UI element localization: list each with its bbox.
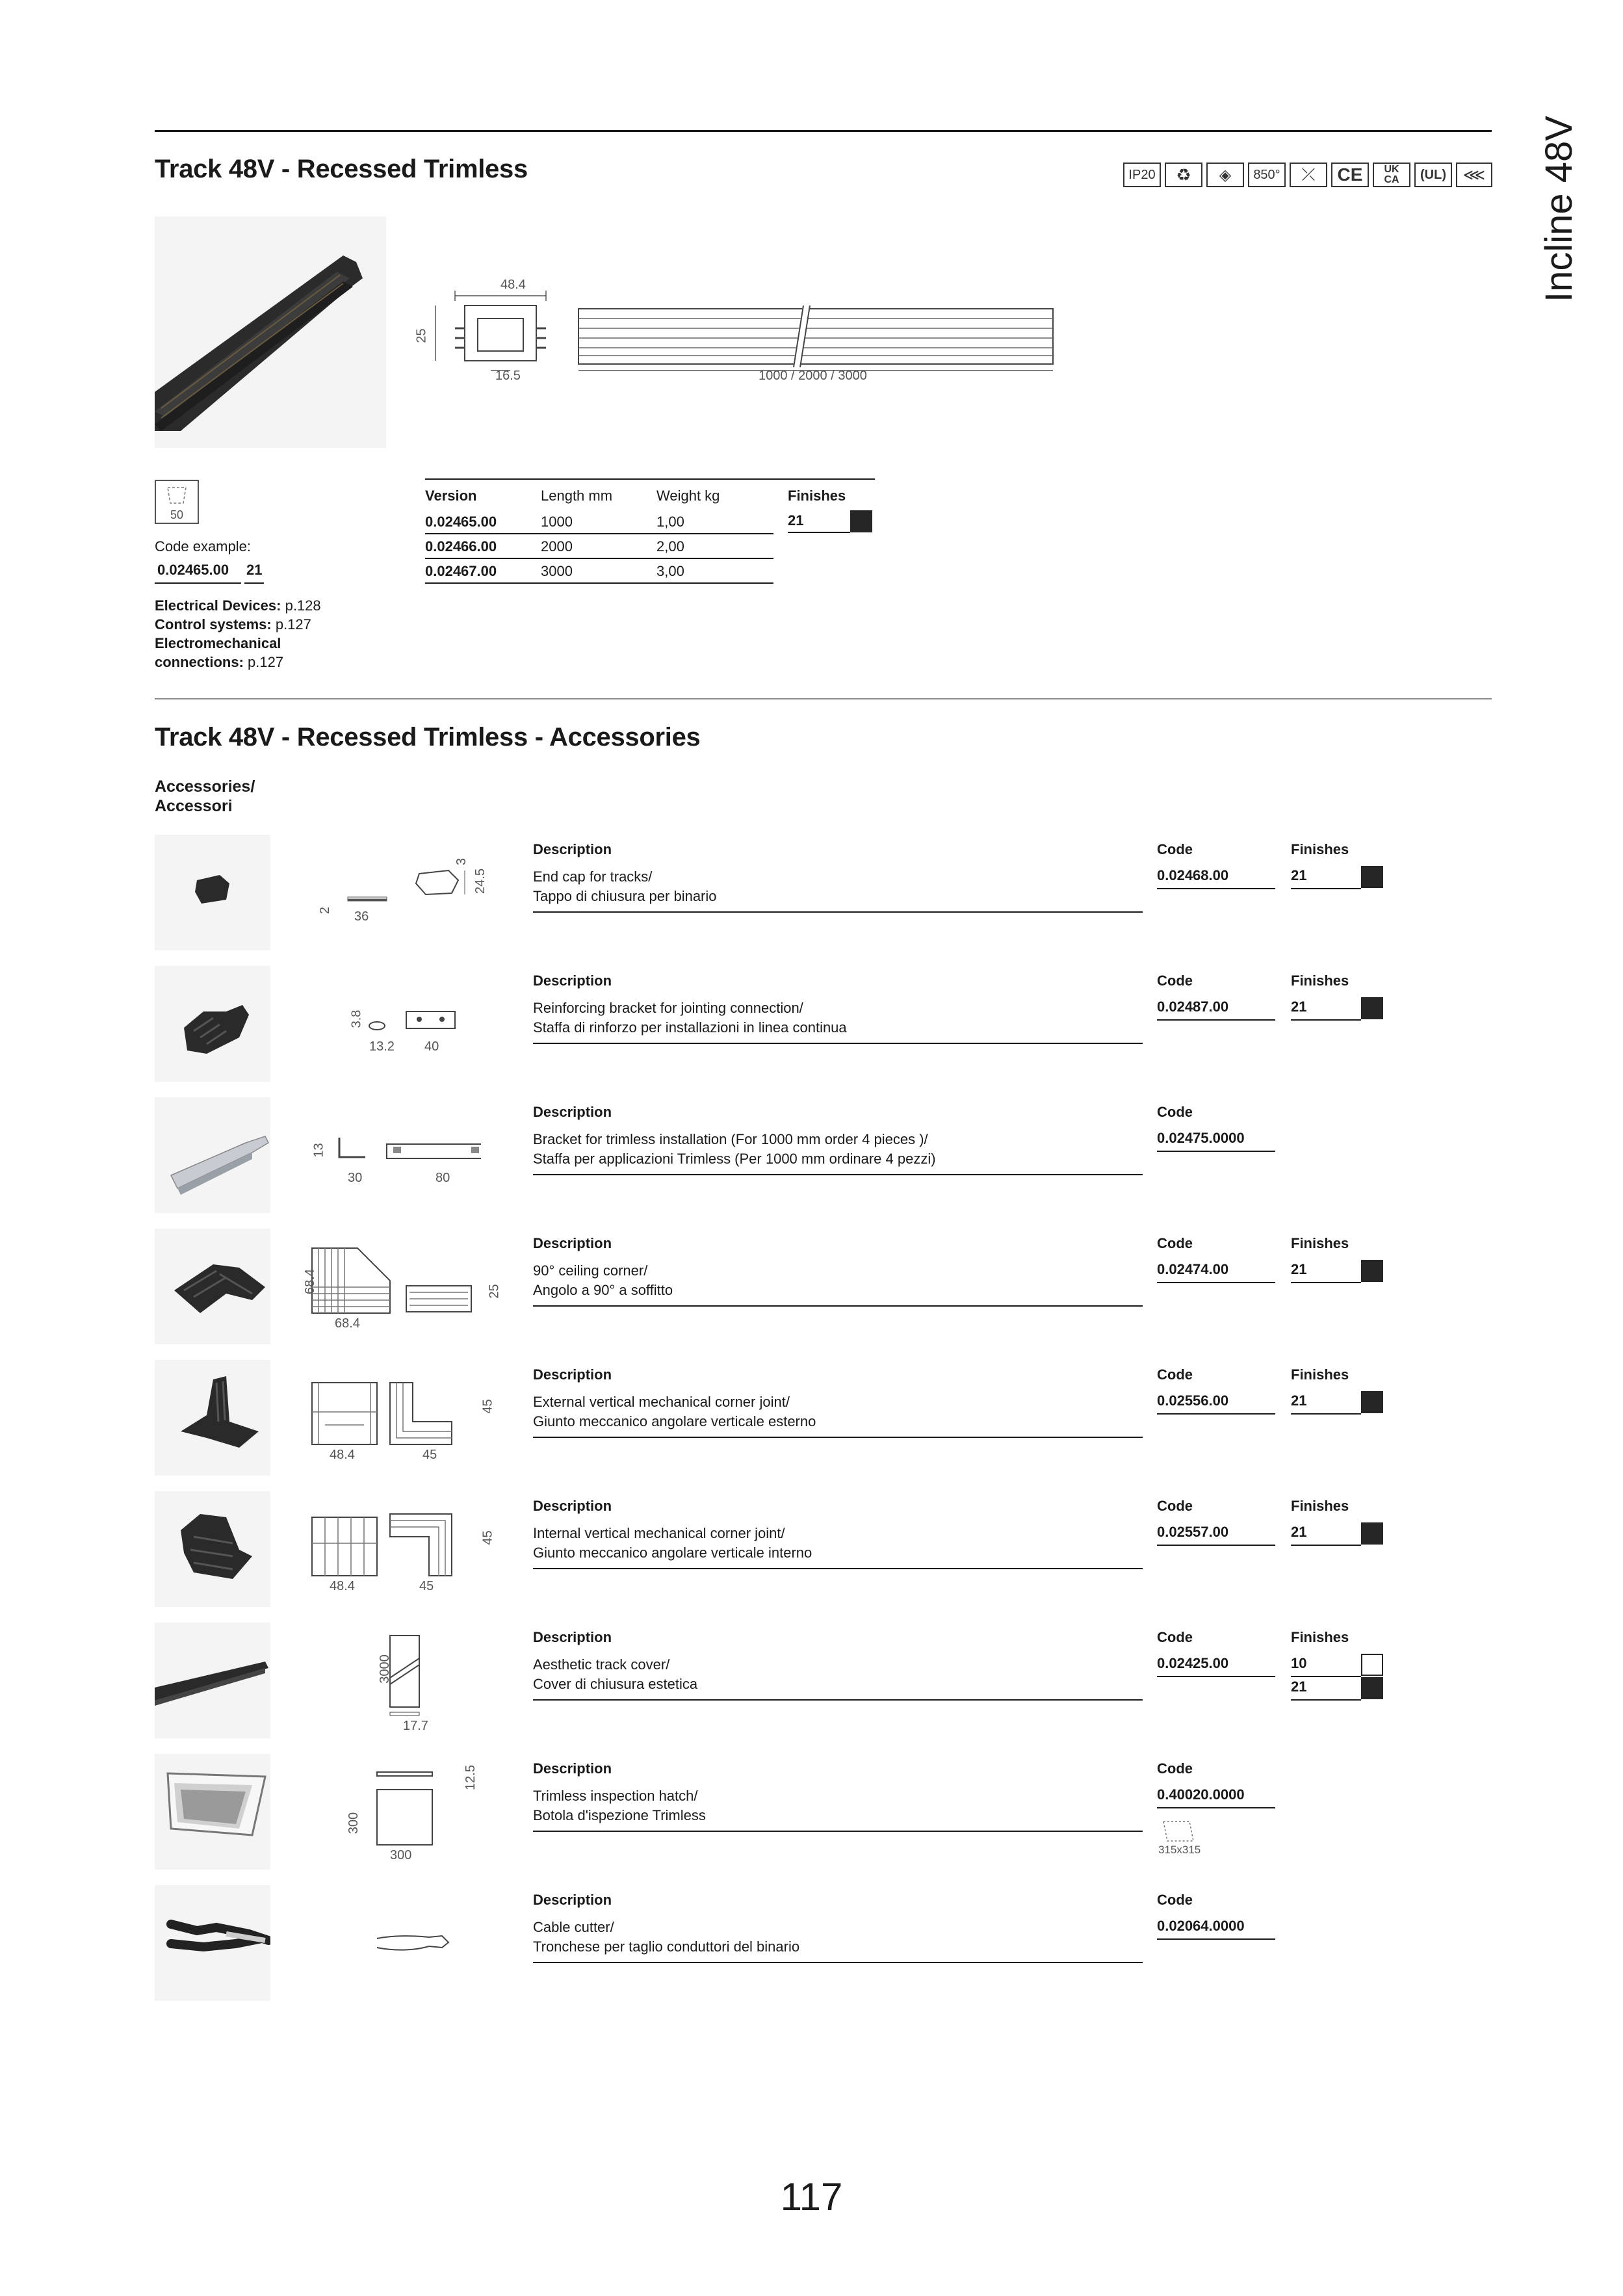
- description-label: Description: [533, 1104, 612, 1120]
- accessory-row: [0, 835, 1623, 952]
- code-value: 0.40020.0000: [1157, 1786, 1245, 1803]
- description-label: Description: [533, 1366, 612, 1383]
- dimension-label: 80: [435, 1171, 450, 1185]
- description-text-it: Botola d'ispezione Trimless: [533, 1807, 706, 1823]
- description-text-it: Tappo di chiusura per binario: [533, 888, 717, 904]
- code-underline: [1157, 888, 1275, 889]
- table-row: [425, 510, 773, 534]
- dimension-label: 48.4: [330, 1579, 355, 1593]
- accessory-row: [0, 1360, 1623, 1477]
- mid-rule: [155, 698, 1492, 699]
- ukca-icon: UK CA: [1373, 163, 1410, 187]
- accessory-row: [0, 1623, 1623, 1740]
- dim-height: 25: [414, 328, 429, 343]
- code-value: 0.02064.0000: [1157, 1918, 1245, 1934]
- finish-underline: [1291, 1699, 1361, 1701]
- no-insulation-icon: ⋘: [1456, 163, 1492, 187]
- hatch-size-icon: [1158, 1818, 1197, 1844]
- code-value: 0.02556.00: [1157, 1392, 1229, 1409]
- description-text-en: Bracket for trimless installation (For 1000 mm order 4 pieces )/: [533, 1131, 928, 1147]
- accessory-drawing: [286, 1366, 520, 1477]
- finish-underline: [788, 532, 850, 533]
- ref-control-value: p.127: [271, 616, 311, 633]
- description-label: Description: [533, 1892, 612, 1908]
- accessory-drawing: [286, 1498, 520, 1608]
- dimension-label: 45: [480, 1530, 495, 1545]
- finish-code: 21: [1291, 998, 1307, 1015]
- description-text-en: External vertical mechanical corner joint/: [533, 1394, 790, 1410]
- ip20-icon: [1123, 163, 1161, 187]
- finishes-label: Finishes: [1291, 1366, 1349, 1383]
- finishes-label: Finishes: [1291, 1629, 1349, 1645]
- description-text-en: Reinforcing bracket for jointing connection/: [533, 1000, 803, 1016]
- dimension-label: 68.4: [302, 1269, 317, 1294]
- dimension-label: 25: [487, 1284, 502, 1299]
- col-weight: Weight kg: [656, 488, 720, 504]
- accessory-drawing: [286, 1104, 520, 1214]
- ip20-label: IP20: [1128, 167, 1156, 182]
- accessory-photo: [155, 966, 270, 1082]
- accessory-photo: [155, 1229, 270, 1344]
- mounting-icon-value: 50: [170, 508, 184, 521]
- row-length: 1000: [541, 510, 656, 534]
- accessory-row: [0, 1097, 1623, 1214]
- finish-code: 21: [1291, 1524, 1307, 1540]
- description-text-it: Tronchese per taglio conduttori del binario: [533, 1938, 800, 1955]
- code-underline: [1157, 1151, 1275, 1152]
- description-text-it: Staffa per applicazioni Trimless (Per 1000 mm ordinare 4 pezzi): [533, 1151, 936, 1167]
- finishes-label: Finishes: [1291, 1498, 1349, 1514]
- top-rule: [155, 130, 1492, 132]
- ref-control-label: Control systems:: [155, 616, 272, 633]
- driver-icon: ◈: [1206, 163, 1244, 187]
- accessories-subtitle-line1: Accessories/: [155, 777, 255, 796]
- accessory-row: [0, 1885, 1623, 2002]
- code-example-finish-underline: [244, 582, 264, 584]
- code-example-code: 0.02465.00: [157, 562, 229, 578]
- accessory-photo: [155, 835, 270, 950]
- code-label: Code: [1157, 1498, 1193, 1514]
- code-underline: [1157, 1019, 1275, 1021]
- ce-icon: CE: [1331, 163, 1369, 187]
- temp-850-label: 850°: [1253, 167, 1280, 182]
- dim-width: 48.4: [500, 278, 526, 292]
- description-underline: [533, 1962, 1143, 1963]
- dimension-label: 3: [454, 857, 469, 866]
- temp-850-icon: [1248, 163, 1286, 187]
- accessory-drawing: [286, 1629, 520, 1740]
- description-text-en: 90° ceiling corner/: [533, 1262, 648, 1279]
- code-value: 0.02487.00: [1157, 998, 1229, 1015]
- finish-underline: [1291, 1282, 1361, 1283]
- finish-code: 10: [1291, 1655, 1307, 1671]
- dimension-label: 45: [480, 1399, 495, 1414]
- dimension-label: 48.4: [330, 1448, 355, 1462]
- dimension-label: 68.4: [335, 1316, 360, 1331]
- page-number: 117: [780, 2175, 843, 2219]
- finish-swatch-black: [1361, 1260, 1383, 1282]
- description-underline: [533, 1699, 1143, 1701]
- dimension-label: 45: [422, 1448, 437, 1462]
- accessory-drawing: [286, 1235, 520, 1346]
- code-example-finish: 21: [246, 562, 263, 578]
- description-label: Description: [533, 841, 612, 857]
- accessories-subtitle: [155, 777, 255, 816]
- hatch-size-note: 315x315: [1158, 1844, 1201, 1856]
- section1-title: Track 48V - Recessed Trimless: [155, 155, 528, 183]
- row-length: 2000: [541, 534, 656, 558]
- code-example-label: Code example:: [155, 538, 251, 554]
- code-example-underline: [155, 582, 241, 584]
- dim-lengths: 1000 / 2000 / 3000: [759, 369, 867, 383]
- finish-code: 21: [1291, 867, 1307, 883]
- finish-swatch-black: [1361, 1522, 1383, 1545]
- description-label: Description: [533, 1498, 612, 1514]
- finishes-label: Finishes: [1291, 972, 1349, 989]
- ref-electromechanical-label: Electromechanical connections:: [155, 635, 281, 670]
- finish-swatch-black: [1361, 997, 1383, 1019]
- table-top-rule: [425, 478, 875, 480]
- code-label: Code: [1157, 1366, 1193, 1383]
- accessory-drawing: [286, 1892, 520, 2002]
- dimension-label: 12.5: [463, 1765, 478, 1790]
- recycle-icon: ♻: [1165, 163, 1202, 187]
- finish-swatch-white: [1361, 1654, 1383, 1676]
- dimension-label: 36: [354, 909, 369, 924]
- description-label: Description: [533, 1629, 612, 1645]
- finish-underline: [1291, 1019, 1361, 1021]
- ref-electromechanical: [155, 634, 324, 672]
- finish-underline: [1291, 1413, 1361, 1415]
- finish-code: 21: [788, 512, 804, 528]
- description-underline: [533, 1831, 1143, 1832]
- dimension-label: 30: [348, 1171, 363, 1185]
- row-weight: 3,00: [656, 558, 773, 583]
- description-text-it: Cover di chiusura estetica: [533, 1676, 698, 1692]
- dimension-label: 24.5: [473, 868, 487, 894]
- dimension-label: 17.7: [403, 1719, 428, 1733]
- dimension-label: 300: [390, 1848, 412, 1862]
- finish-code: 21: [1291, 1392, 1307, 1409]
- description-label: Description: [533, 1235, 612, 1251]
- code-label: Code: [1157, 972, 1193, 989]
- finish-swatch-black: [1361, 866, 1383, 888]
- accessory-photo: [155, 1097, 270, 1213]
- version-table-grid: [425, 484, 773, 584]
- accessory-photo: [155, 1623, 270, 1738]
- no-cover-icon: ⤫: [1290, 163, 1327, 187]
- description-underline: [533, 1305, 1143, 1307]
- accessory-drawing: [286, 841, 520, 952]
- code-value: 0.02425.00: [1157, 1655, 1229, 1671]
- finish-code: 21: [1291, 1261, 1307, 1277]
- version-table: [425, 484, 773, 584]
- dimension-label: 2: [318, 906, 333, 915]
- ref-electrical: [155, 596, 350, 615]
- accessory-drawing: [286, 1760, 520, 1871]
- accessory-photo: [155, 1360, 270, 1476]
- code-label: Code: [1157, 1235, 1193, 1251]
- code-label: Code: [1157, 1760, 1193, 1777]
- code-label: Code: [1157, 841, 1193, 857]
- code-value: 0.02474.00: [1157, 1261, 1229, 1277]
- accessory-photo: [155, 1885, 270, 2001]
- description-underline: [533, 1568, 1143, 1569]
- table-row: [425, 558, 773, 583]
- references: [155, 596, 350, 672]
- description-underline: [533, 1437, 1143, 1438]
- mounting-icon: [155, 480, 199, 524]
- finish-underline: [1291, 1676, 1361, 1677]
- description-label: Description: [533, 972, 612, 989]
- track-technical-drawing: [416, 276, 1066, 387]
- col-version: Version: [425, 488, 477, 504]
- code-underline: [1157, 1282, 1275, 1283]
- dimension-label: 300: [346, 1812, 361, 1834]
- code-label: Code: [1157, 1104, 1193, 1120]
- row-version: 0.02466.00: [425, 534, 541, 558]
- row-weight: 1,00: [656, 510, 773, 534]
- dimension-label: 40: [424, 1039, 439, 1054]
- accessory-row: [0, 1229, 1623, 1346]
- ref-electrical-label: Electrical Devices:: [155, 597, 281, 614]
- code-underline: [1157, 1807, 1275, 1808]
- row-length: 3000: [541, 558, 656, 583]
- code-underline: [1157, 1545, 1275, 1546]
- accessory-drawing: [286, 972, 520, 1083]
- dim-base: 16.5: [495, 369, 521, 383]
- description-text-it: Angolo a 90° a soffitto: [533, 1282, 673, 1298]
- description-underline: [533, 911, 1143, 913]
- code-underline: [1157, 1676, 1275, 1677]
- section2-title: Track 48V - Recessed Trimless - Accessories: [155, 723, 701, 751]
- finish-code: 21: [1291, 1678, 1307, 1695]
- dimension-label: 13.2: [369, 1039, 395, 1054]
- description-text-en: End cap for tracks/: [533, 868, 653, 885]
- finishes-label: Finishes: [1291, 1235, 1349, 1251]
- description-label: Description: [533, 1760, 612, 1777]
- accessory-row: [0, 1491, 1623, 1608]
- code-label: Code: [1157, 1629, 1193, 1645]
- description-text-en: Internal vertical mechanical corner joint/: [533, 1525, 785, 1541]
- accessory-photo: [155, 1491, 270, 1607]
- finishes-label: Finishes: [1291, 841, 1349, 857]
- ul-icon: (UL): [1414, 163, 1452, 187]
- track-photo: [155, 216, 386, 448]
- accessory-row: [0, 966, 1623, 1083]
- accessories-subtitle-line2: Accessori: [155, 797, 233, 815]
- finish-swatch-black: [1361, 1677, 1383, 1699]
- table-row: [425, 534, 773, 558]
- finish-underline: [1291, 888, 1361, 889]
- code-underline: [1157, 1938, 1275, 1940]
- finish-underline: [1291, 1545, 1361, 1546]
- ref-electromechanical-value: p.127: [243, 654, 284, 670]
- accessory-row: [0, 1754, 1623, 1871]
- code-label: Code: [1157, 1892, 1193, 1908]
- code-value: 0.02475.0000: [1157, 1130, 1245, 1146]
- col-length: Length mm: [541, 488, 613, 504]
- accessory-photo: [155, 1754, 270, 1870]
- description-text-en: Aesthetic track cover/: [533, 1656, 670, 1673]
- description-underline: [533, 1043, 1143, 1044]
- description-text-en: Trimless inspection hatch/: [533, 1788, 698, 1804]
- dimension-label: 45: [419, 1579, 434, 1593]
- description-text-it: Staffa di rinforzo per installazioni in linea continua: [533, 1019, 847, 1036]
- side-title: Incline 48V: [1538, 116, 1580, 302]
- finish-swatch-black: [1361, 1391, 1383, 1413]
- row-version: 0.02467.00: [425, 558, 541, 583]
- code-underline: [1157, 1413, 1275, 1415]
- description-text-it: Giunto meccanico angolare verticale interno: [533, 1545, 812, 1561]
- finishes-header: Finishes: [788, 488, 846, 504]
- dimension-label: 3000: [377, 1654, 392, 1684]
- code-value: 0.02468.00: [1157, 867, 1229, 883]
- dimension-label: 13: [311, 1143, 326, 1158]
- description-text-it: Giunto meccanico angolare verticale esterno: [533, 1413, 816, 1429]
- ref-electrical-value: p.128: [281, 597, 321, 614]
- row-weight: 2,00: [656, 534, 773, 558]
- description-underline: [533, 1174, 1143, 1175]
- row-version: 0.02465.00: [425, 510, 541, 534]
- code-value: 0.02557.00: [1157, 1524, 1229, 1540]
- description-text-en: Cable cutter/: [533, 1919, 614, 1935]
- ref-control: [155, 615, 350, 634]
- dimension-label: 3.8: [349, 1010, 364, 1028]
- finish-swatch-black: [850, 510, 872, 532]
